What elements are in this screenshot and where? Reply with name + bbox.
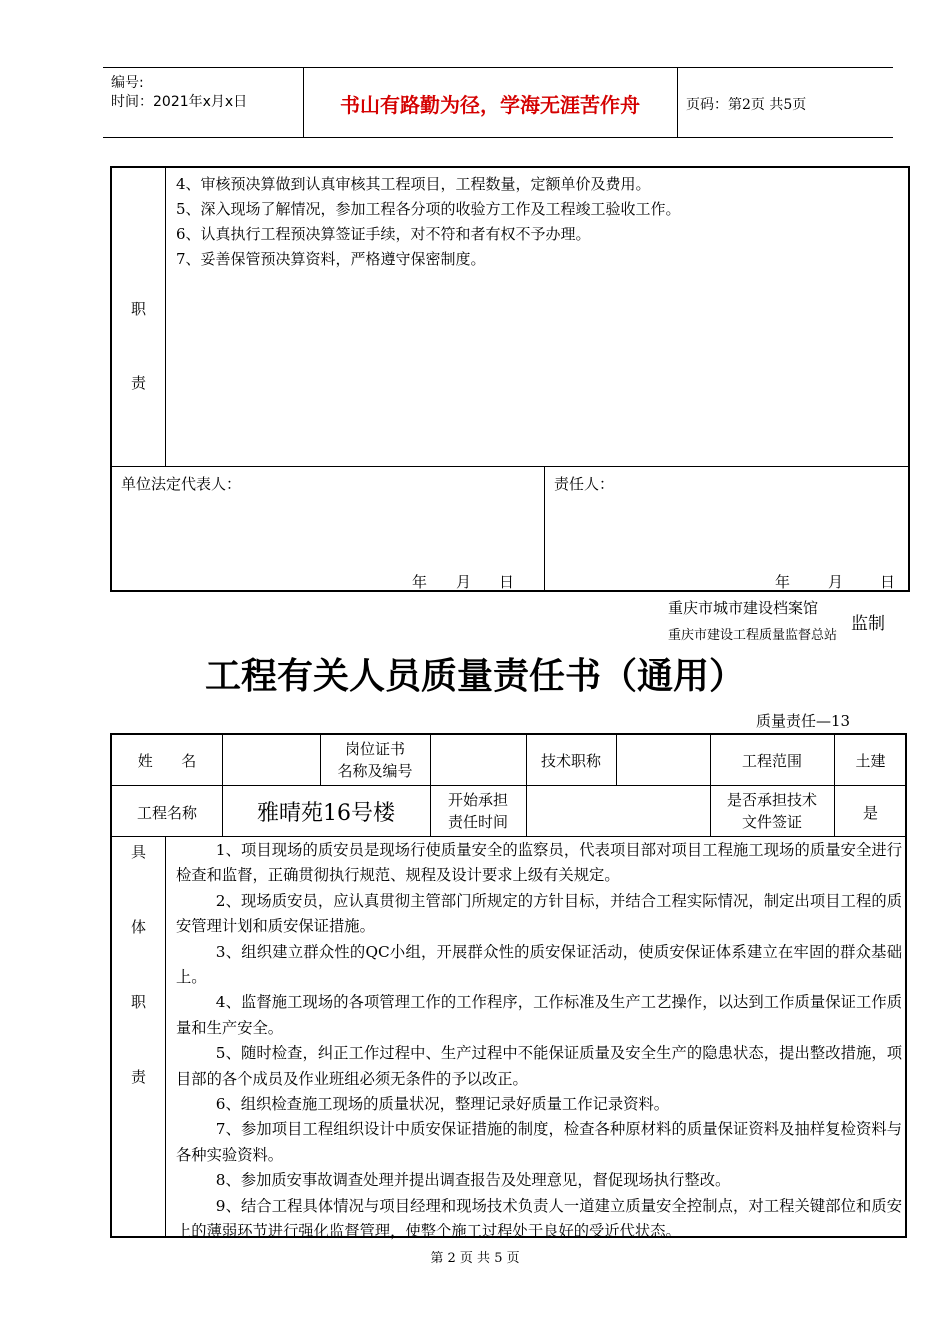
date-month: 月 bbox=[456, 573, 472, 591]
date-day: 日 bbox=[880, 573, 896, 591]
divider bbox=[430, 735, 431, 785]
start-time-label-line: 开始承担 bbox=[447, 791, 508, 809]
duty-item: 4、审核预决算做到认真审核其工程项目，工程数量，定额单价及费用。 bbox=[176, 175, 651, 193]
signoff-label-line: 文件签证 bbox=[741, 813, 802, 831]
date-month: 月 bbox=[828, 573, 844, 591]
duty-paragraph: 8、参加质安事故调查处理并提出调查报告及处理意见，督促现场执行整改。 bbox=[215, 1171, 731, 1190]
duty-item: 6、认真执行工程预决算签证手续，对不符和者有权不予办理。 bbox=[176, 225, 591, 243]
signoff-label bbox=[710, 789, 834, 833]
tech-title-label: 技术职称 bbox=[540, 752, 601, 770]
number-label: 编号: bbox=[111, 75, 144, 91]
duty-side-label: 职 bbox=[130, 993, 146, 1011]
divider bbox=[616, 735, 617, 785]
page-footer: 第 2 页 共 5 页 bbox=[430, 1251, 520, 1266]
project-value[interactable]: 雅晴苑16号楼 bbox=[257, 801, 395, 826]
divider bbox=[544, 466, 545, 592]
cert-label-line: 岗位证书 bbox=[344, 740, 405, 758]
scope-label: 工程范围 bbox=[741, 752, 802, 770]
start-time-label-line: 责任时间 bbox=[447, 813, 508, 831]
project-label: 工程名称 bbox=[136, 804, 197, 822]
duty-paragraph-list bbox=[176, 838, 902, 1245]
header-motto-cell bbox=[303, 68, 678, 137]
header-right-cell bbox=[677, 68, 893, 137]
scope-value[interactable]: 土建 bbox=[855, 752, 886, 770]
responsible-label: 责任人： bbox=[554, 475, 615, 493]
duty-side-label: 具 bbox=[130, 843, 146, 861]
duty-paragraph: 7、参加项目工程组织设计中质安保证措施的制度，检查各种原材料的质量保证资料及抽样复检资料与各种实验资料。 bbox=[176, 1120, 902, 1164]
duty-side-label: 职 bbox=[131, 300, 147, 318]
quality-responsibility-form bbox=[110, 733, 907, 1241]
divider bbox=[165, 836, 166, 1238]
header-left-cell bbox=[103, 68, 304, 137]
name-label: 姓 名 bbox=[137, 752, 197, 770]
duty-side-label: 体 bbox=[130, 918, 146, 936]
supervise-label: 监制 bbox=[851, 614, 885, 634]
start-time-label bbox=[430, 789, 526, 833]
cert-label bbox=[320, 738, 430, 782]
legal-rep-label: 单位法定代表人： bbox=[121, 475, 242, 493]
duty-side-label: 责 bbox=[131, 374, 147, 392]
duty-table-continued bbox=[110, 166, 910, 592]
divider bbox=[112, 836, 907, 837]
date-year: 年 bbox=[775, 573, 791, 591]
duty-paragraph: 3、组织建立群众性的QC小组，开展群众性的质安保证活动，使质安保证体系建立在牢固的群众基础上。 bbox=[176, 942, 902, 987]
date-year: 年 bbox=[412, 573, 428, 591]
document-title: 工程有关人员质量责任书（通用） bbox=[204, 656, 745, 697]
duty-paragraph: 9、结合工程具体情况与项目经理和现场技术负责人一道建立质量安全控制点，对工程关键部位和质安上的薄弱环节进行强化监督管理，使整个施工过程处于良好的受近代状态。 bbox=[176, 1196, 902, 1241]
duty-paragraph: 2、现场质安员，应认真贯彻主管部门所规定的方针目标，并结合工程实际情况，制定出项目工程的质安管理计划和质安保证措施。 bbox=[176, 891, 902, 936]
signoff-value[interactable]: 是 bbox=[862, 804, 878, 822]
organization-1: 重庆市城市建设档案馆 bbox=[668, 599, 819, 617]
date-day: 日 bbox=[499, 573, 515, 591]
duty-paragraph: 1、项目现场的质安员是现场行使质量安全的监察员，代表项目部对项目工程施工现场的质量安全进行检查和监督，正确贯彻执行规范、规程及设计要求上级有关规定。 bbox=[176, 841, 902, 885]
duty-paragraph: 6、组织检查施工现场的质量状况，整理记录好质量工作记录资料。 bbox=[215, 1095, 670, 1114]
time-label: 时间：2021年x月x日 bbox=[111, 94, 248, 110]
page-header bbox=[103, 67, 893, 138]
page-info: 页码：第2页 共5页 bbox=[686, 97, 807, 113]
duty-item: 7、妥善保管预决算资料，严格遵守保密制度。 bbox=[176, 250, 486, 268]
duty-item: 5、深入现场了解情况，参加工程各分项的收验方工作及工程竣工验收工作。 bbox=[176, 200, 681, 218]
divider bbox=[112, 785, 907, 786]
duty-paragraph: 4、监督施工现场的各项管理工作的工作程序，工作标准及生产工艺操作，以达到工作质量保证工作质量和生产安全。 bbox=[176, 993, 902, 1037]
motto: 书山有路勤为径，学海无涯苦作舟 bbox=[340, 93, 640, 117]
divider bbox=[165, 168, 166, 466]
duty-side-label: 责 bbox=[130, 1068, 146, 1086]
signoff-label-line: 是否承担技术 bbox=[726, 791, 817, 809]
document-number: 质量责任—13 bbox=[756, 712, 851, 730]
divider bbox=[526, 785, 527, 836]
cert-label-line: 名称及编号 bbox=[337, 762, 413, 780]
duty-paragraph: 5、随时检查，纠正工作过程中、生产过程中不能保证质量及安全生产的隐患状态，提出整改措施，项目部的各个成员及作业班组必须无条件的予以改正。 bbox=[176, 1044, 902, 1088]
organization-2: 重庆市建设工程质量监督总站 bbox=[668, 628, 838, 643]
divider bbox=[222, 735, 223, 785]
divider bbox=[112, 466, 908, 467]
